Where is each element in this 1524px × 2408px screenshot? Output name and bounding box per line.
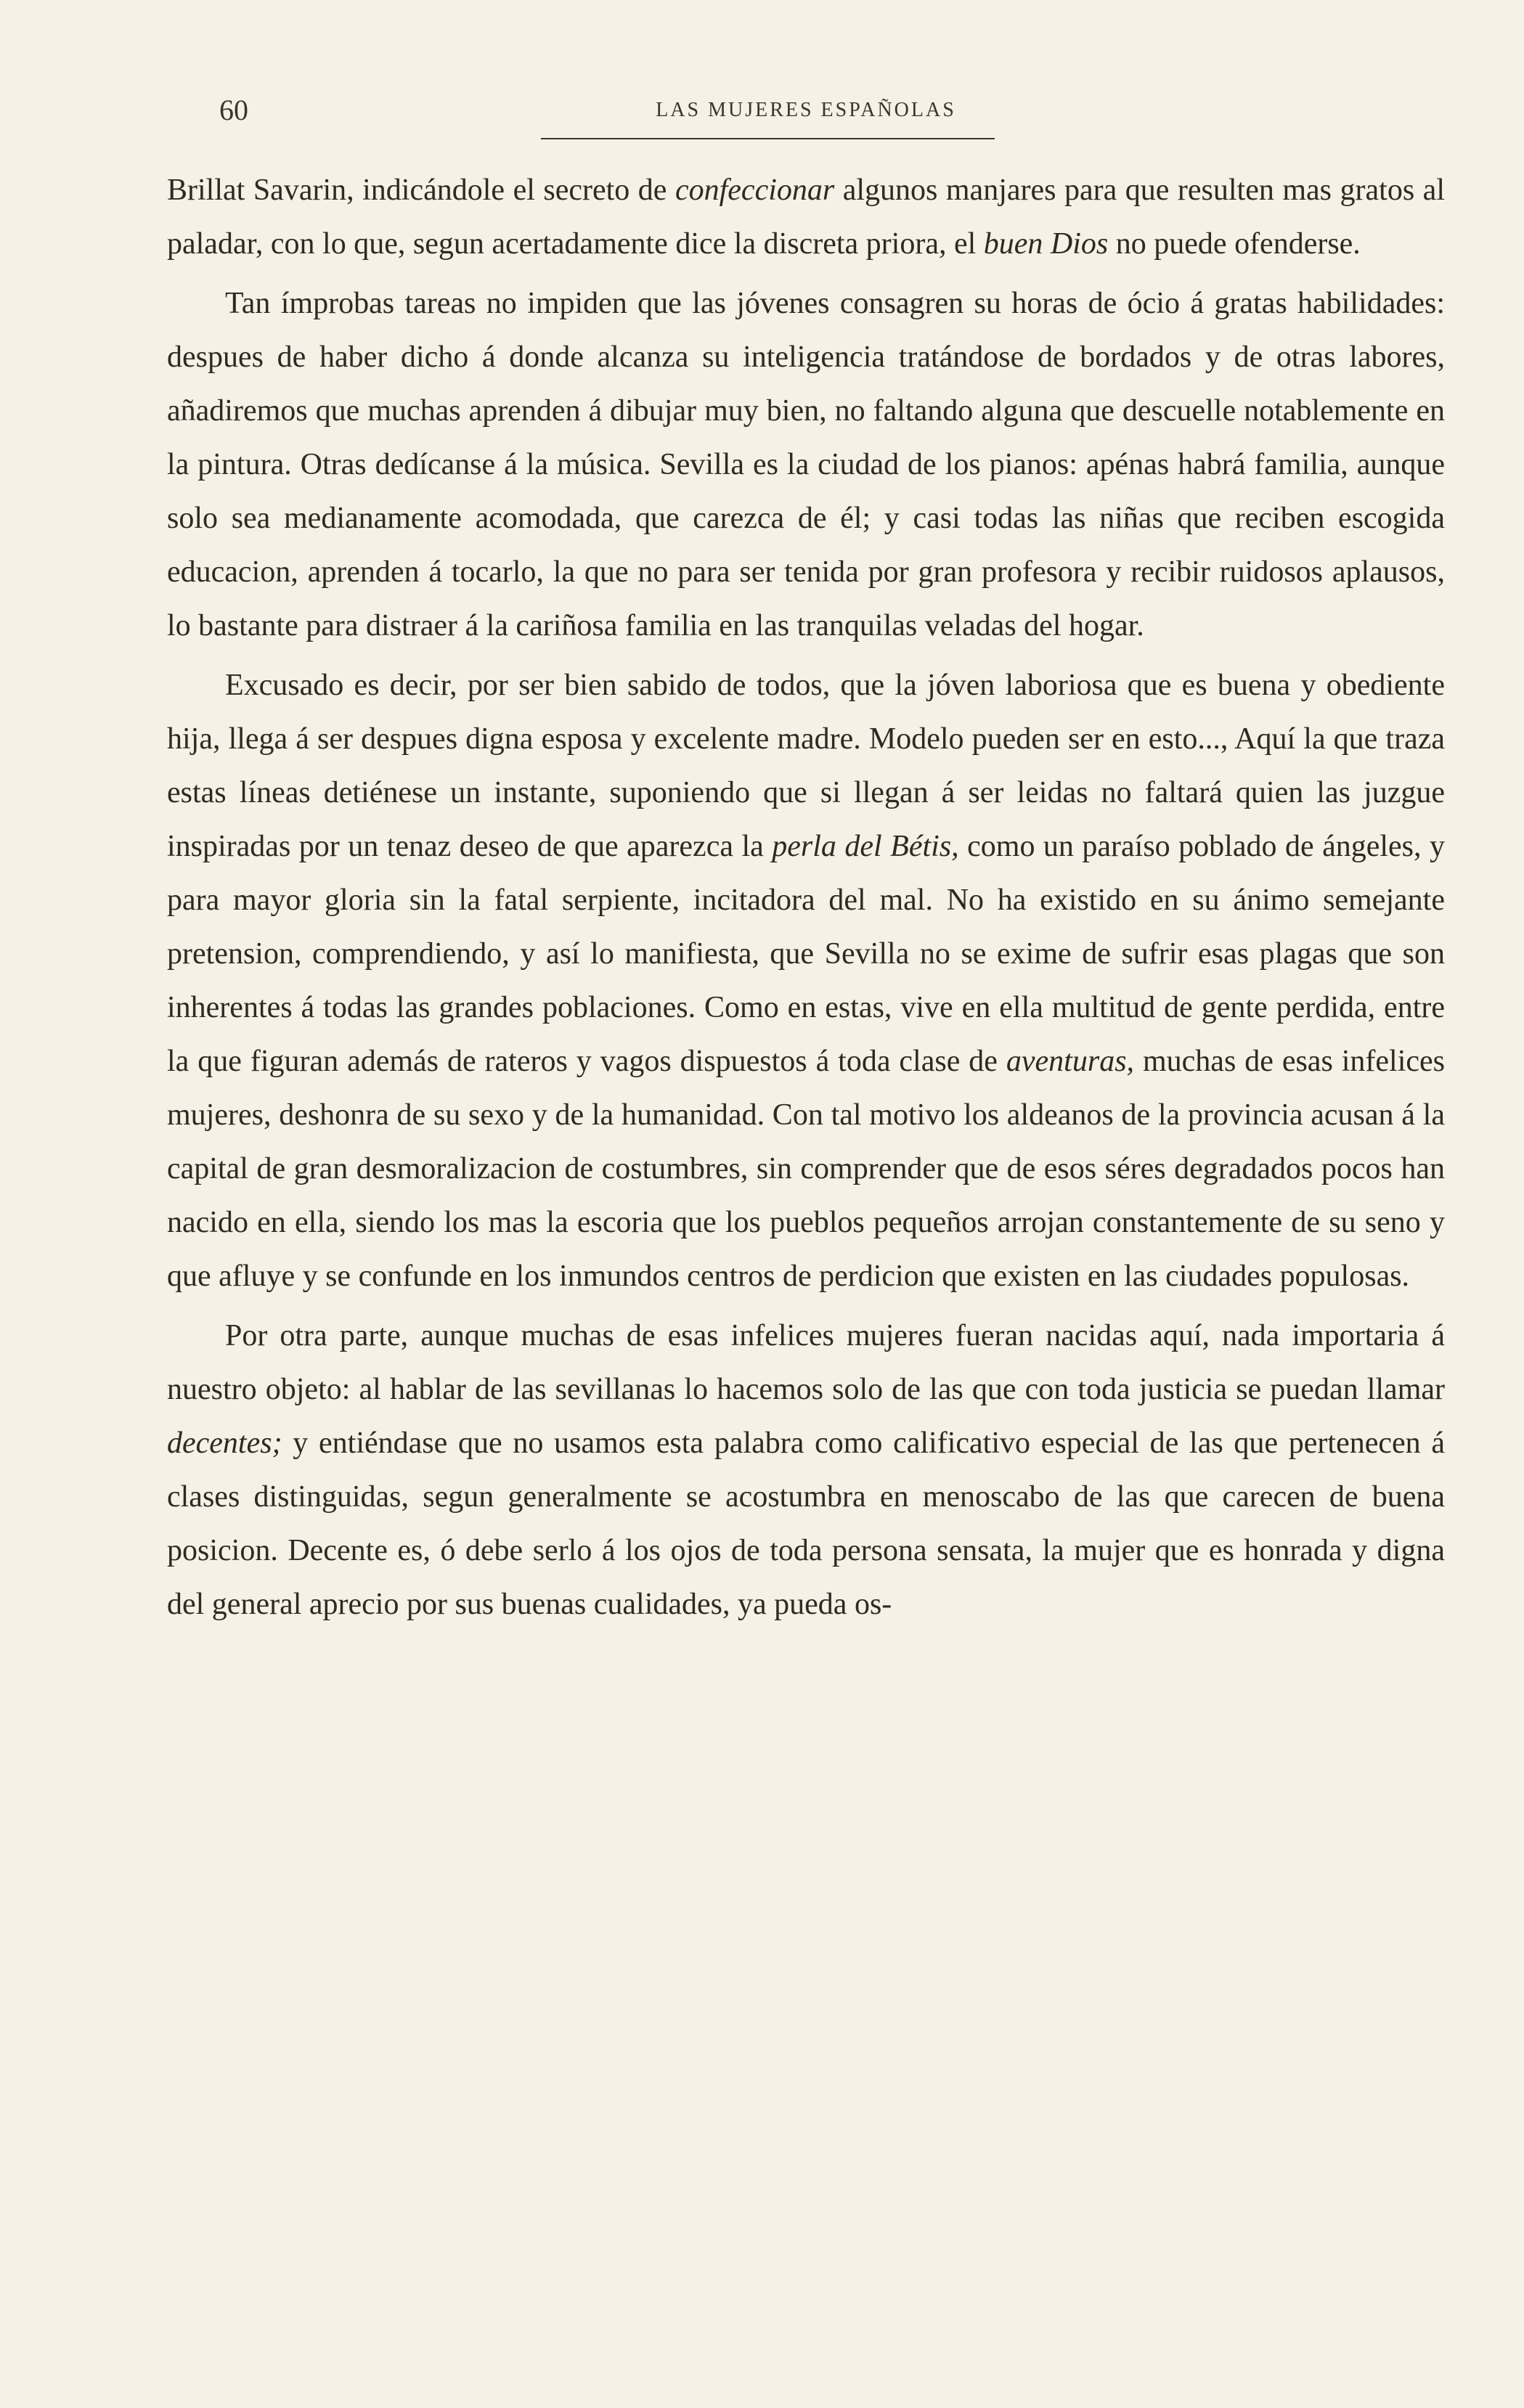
italic-segment: decentes; xyxy=(167,1427,282,1460)
text-segment: Excusado es decir, por ser bien sabido de todos, que la jóven laboriosa que es buena y obediente hija, llega á ser despues digna esposa y excelente madre. Modelo pueden ser en esto..., Aquí la que traza estas líneas detiénese un instante, suponiendo que si llegan á ser leidas no faltará quien las juzgue inspiradas por un tenaz deseo de que aparezca la xyxy=(167,669,1445,863)
running-title: LAS MUJERES ESPAÑOLAS xyxy=(656,99,956,121)
text-segment: Brillat Savarin, indicándole el secreto de xyxy=(167,174,675,207)
text-segment: y entiéndase que no usamos esta palabra como calificativo especial de las que pertenecen á clases distinguidas, segun generalmente se acostumbra en menoscabo de las que carecen de buena posicion. Decente es, ó debe serlo á los ojos de toda persona sensata, la mujer que es honrada y digna del general aprecio por sus buenas cualidades, ya pueda os- xyxy=(167,1427,1445,1621)
text-segment: algunos manjares para que resulten mas gratos al paladar, con lo que, segun acertadamente dice la discreta priora, el xyxy=(167,174,1445,261)
text-segment: Por otra parte, aunque muchas de esas infelices mujeres fueran nacidas aquí, nada importaria á nuestro objeto: al hablar de las sevillanas lo hacemos solo de las que con toda justicia se puedan llamar xyxy=(167,1319,1445,1406)
italic-segment: confeccionar xyxy=(675,174,835,207)
italic-segment: perla del Bétis, xyxy=(772,830,959,863)
header-rule xyxy=(541,138,995,139)
paragraph xyxy=(167,277,1445,653)
italic-segment: buen Dios xyxy=(983,227,1109,261)
text-segment: Tan ímprobas tareas no impiden que las jóvenes consagren su horas de ócio á gratas habilidades: despues de haber dicho á donde alcanza su inteligencia tratándose de bordados y de otras labores, añadiremos que muchas aprenden á dibujar muy bien, no faltando alguna que descuelle notablemente en la pintura. Otras dedícanse á la música. Sevilla es la ciudad de los pianos: apénas habrá familia, aunque solo sea medianamente acomodada, que carezca de él; y casi todas las niñas que reciben escogida educacion, aprenden á tocarlo, la que no para ser tenida por gran profesora y recibir ruidosos aplausos, lo bastante para distraer á la cariñosa familia en las tranquilas veladas del hogar. xyxy=(167,287,1445,642)
page-header xyxy=(167,93,1445,136)
text-segment: como un paraíso poblado de ángeles, y para mayor gloria sin la fatal serpiente, incitadora del mal. No ha existido en su ánimo semejante pretension, comprendiendo, y así lo manifiesta, que Sevilla no se exime de sufrir esas plagas que son inherentes á todas las grandes poblaciones. Como en estas, vive en ella multitud de gente perdida, entre la que figuran además de rateros y vagos dispuestos á toda clase de xyxy=(167,830,1445,1078)
text-segment: muchas de esas infelices mujeres, deshonra de su sexo y de la humanidad. Con tal motivo los aldeanos de la provincia acusan á la capital de gran desmoralizacion de costumbres, sin comprender que de esos séres degradados pocos han nacido en ella, siendo los mas la escoria que los pueblos pequeños arrojan constantemente de su seno y que afluye y se confunde en los inmundos centros de perdicion que existen en las ciudades populosas. xyxy=(167,1045,1445,1293)
text-segment: no puede ofenderse. xyxy=(1108,227,1361,261)
paragraph xyxy=(167,658,1445,1303)
body-text xyxy=(167,163,1445,1631)
paragraph xyxy=(167,1309,1445,1631)
page-number: 60 xyxy=(219,94,248,126)
italic-segment: aventuras, xyxy=(1006,1045,1135,1078)
paragraph xyxy=(167,163,1445,271)
